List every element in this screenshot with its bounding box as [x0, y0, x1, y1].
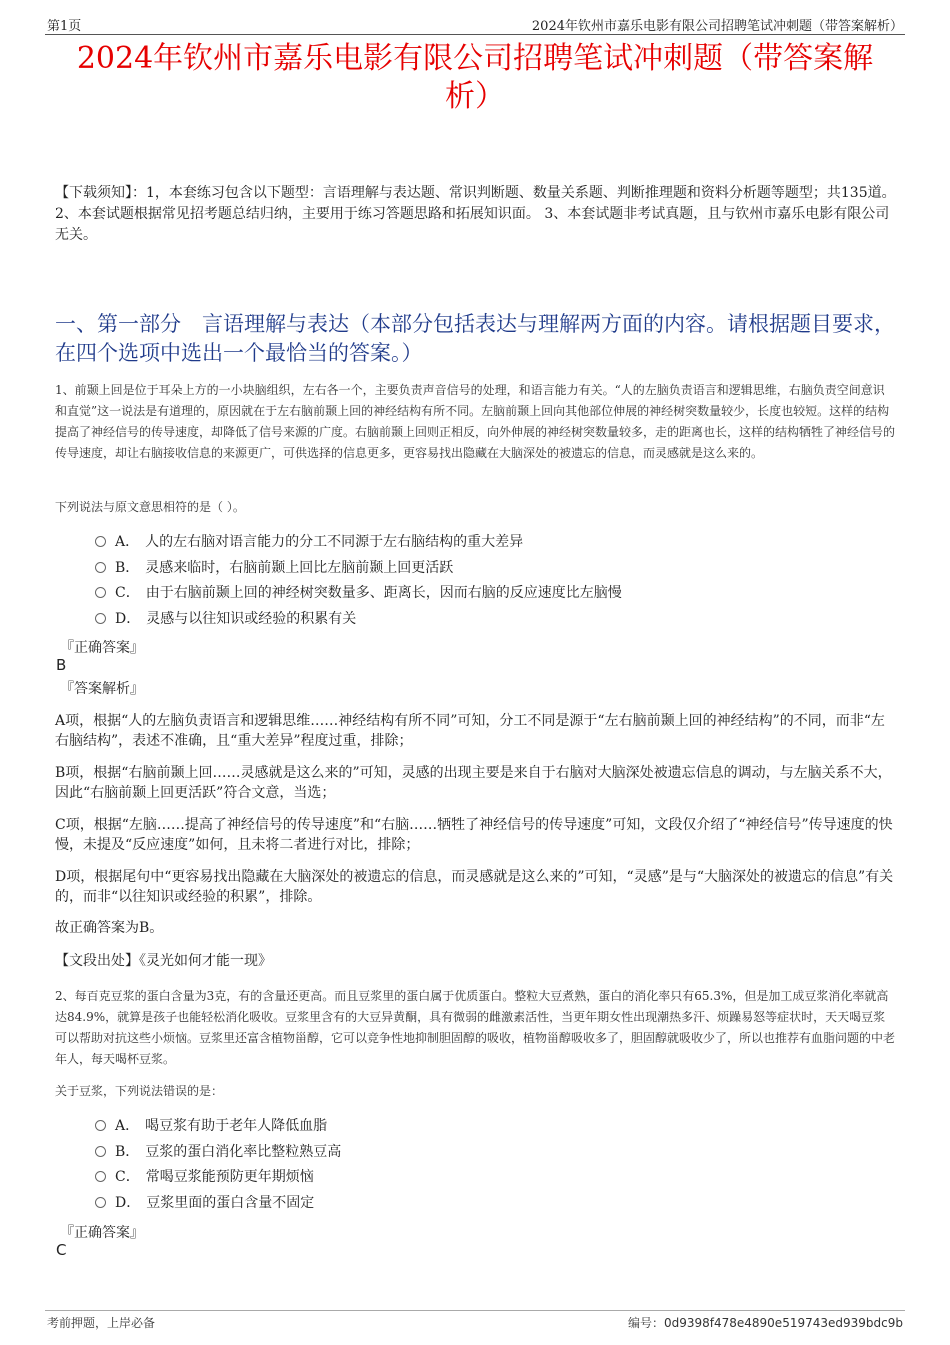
radio-icon[interactable] — [95, 562, 106, 573]
radio-icon[interactable] — [95, 536, 106, 547]
document-title: 2024年钦州市嘉乐电影有限公司招聘笔试冲刺题（带答案解析） — [76, 41, 874, 114]
radio-icon[interactable] — [95, 1197, 106, 1208]
question-1-analysis-label: 『答案解析』 — [60, 681, 144, 697]
section-heading: 一、第一部分 言语理解与表达（本部分包括表达与理解两方面的内容。请根据题目要求，在四个选项中选出一个最恰当的答案。） — [55, 312, 895, 365]
question-1-passage: 1、前颞上回是位于耳朵上方的一小块脑组织，左右各一个，主要负责声音信号的处理，和语言能力有关。“人的左脑负责语言和逻辑思维，右脑负责空间意识和直觉”这一说法是有道理的，原因就在于左右脑前颞上回的神经结构有所不同。左脑前颞上回向其他部位伸展的神经树突数量较少，长度也较短。这样的结构提高了神经信号的传导速度，却降低了信号来源的广度。右脑前颞上回则正相反，向外伸展的神经树突数量较多，走的距离也长，这样的结构牺牲了神经信号的传导速度，却让右脑接收信息的来源更广，可供选择的信息更多，更容易找出隐藏在大脑深处的被遗忘的信息，而灵感就是这么来的。 — [55, 383, 896, 460]
question-2-answer: C — [56, 1241, 67, 1259]
footer-code-value: 0d9398f478e4890e519743ed939bdc9b — [663, 1316, 903, 1330]
question-1-answer: B — [56, 656, 67, 674]
analysis-option-c: C项，根据“左脑……提高了神经信号的传导速度”和“右脑……牺牲了神经信号的传导速度”可知，文段仅介绍了“神经信号”传导速度的快慢，未提及“反应速度”如何，且未将二者进行对比，排除； — [55, 817, 893, 853]
question-2-option-a[interactable]: A． 喝豆浆有助于老年人降低血脂 — [95, 1116, 327, 1136]
analysis-option-b: B项，根据“右脑前颞上回……灵感就是这么来的”可知，灵感的出现主要是来自于右脑对大脑深处被遗忘信息的调动，与左脑关系不大，因此“右脑前颞上回更活跃”符合文意，当选； — [55, 765, 892, 801]
question-1-option-c[interactable]: C． 由于右脑前颞上回的神经树突数量多、距离长，因而右脑的反应速度比左脑慢 — [95, 583, 622, 603]
question-1-prompt: 下列说法与原文意思相符的是（ ）。 — [55, 500, 245, 514]
radio-icon[interactable] — [95, 587, 106, 598]
analysis-option-d: D项，根据尾句中“更容易找出隐藏在大脑深处的被遗忘的信息，而灵感就是这么来的”可知，“灵感”是与“大脑深处的被遗忘的信息”有关的，而非“以往知识或经验的积累”，排除。 — [55, 869, 894, 905]
footer-divider — [45, 1310, 905, 1311]
footer-code — [628, 1314, 903, 1331]
question-1-answer-label: 『正确答案』 — [60, 640, 144, 656]
question-2-option-b[interactable]: B． 豆浆的蛋白消化率比整粒熟豆高 — [95, 1142, 341, 1162]
download-notice: 【下载须知】：1，本套练习包含以下题型：言语理解与表达题、常识判断题、数量关系题、判断推理题和资料分析题等题型；共135道。 2、本套试题根据常见招考题总结归纳，主要用于练习答题思路和拓展知识面。 3、本套试题非考试真题，且与钦州市嘉乐电影有限公司无关。 — [55, 185, 896, 243]
page-number: 第1页 — [47, 19, 82, 34]
radio-icon[interactable] — [95, 613, 106, 624]
question-1-conclusion: 故正确答案为B。 — [55, 920, 164, 936]
question-2-passage: 2、每百克豆浆的蛋白含量为3克，有的含量还更高。而且豆浆里的蛋白属于优质蛋白。整粒大豆煮熟，蛋白的消化率只有65.3%，但是加工成豆浆消化率就高达84.9%，就算是孩子也能轻松消化吸收。豆浆里含有的大豆异黄酮，具有微弱的雌激素活性，当更年期女性出现潮热多汗、烦躁易怒等症状时，天天喝豆浆可以帮助对抗这些小烦恼。豆浆里还富含植物甾醇，它可以竞争性地抑制胆固醇的吸收，植物甾醇吸收多了，胆固醇就吸收少了，所以也推荐有血脂问题的中老年人，每天喝杯豆浆。 — [55, 989, 896, 1066]
question-2-option-d[interactable]: D． 豆浆里面的蛋白含量不固定 — [95, 1193, 314, 1213]
header-doc-title: 2024年钦州市嘉乐电影有限公司招聘笔试冲刺题（带答案解析） — [531, 19, 903, 34]
question-2-prompt: 关于豆浆，下列说法错误的是： — [55, 1084, 224, 1098]
question-2-option-c[interactable]: C． 常喝豆浆能预防更年期烦恼 — [95, 1167, 314, 1187]
question-2-answer-label: 『正确答案』 — [60, 1225, 144, 1241]
analysis-option-a: A项，根据“人的左脑负责语言和逻辑思维……神经结构有所不同”可知，分工不同是源于“左右脑前颞上回的神经结构”的不同，而非“左右脑结构”，表述不准确，且“重大差异”程度过重，排除； — [55, 713, 885, 749]
question-1-option-b[interactable]: B． 灵感来临时，右脑前颞上回比左脑前颞上回更活跃 — [95, 558, 453, 578]
radio-icon[interactable] — [95, 1171, 106, 1182]
footer-slogan: 考前押题，上岸必备 — [47, 1316, 156, 1330]
footer-code-label: 编号： — [627, 1316, 664, 1330]
question-1-option-d[interactable]: D． 灵感与以往知识或经验的积累有关 — [95, 609, 356, 629]
question-1-source: 【文段出处】《灵光如何才能一现》 — [55, 953, 272, 969]
radio-icon[interactable] — [95, 1146, 106, 1157]
page-header — [45, 14, 905, 35]
question-1-option-a[interactable]: A． 人的左右脑对语言能力的分工不同源于左右脑结构的重大差异 — [95, 532, 523, 552]
radio-icon[interactable] — [95, 1120, 106, 1131]
